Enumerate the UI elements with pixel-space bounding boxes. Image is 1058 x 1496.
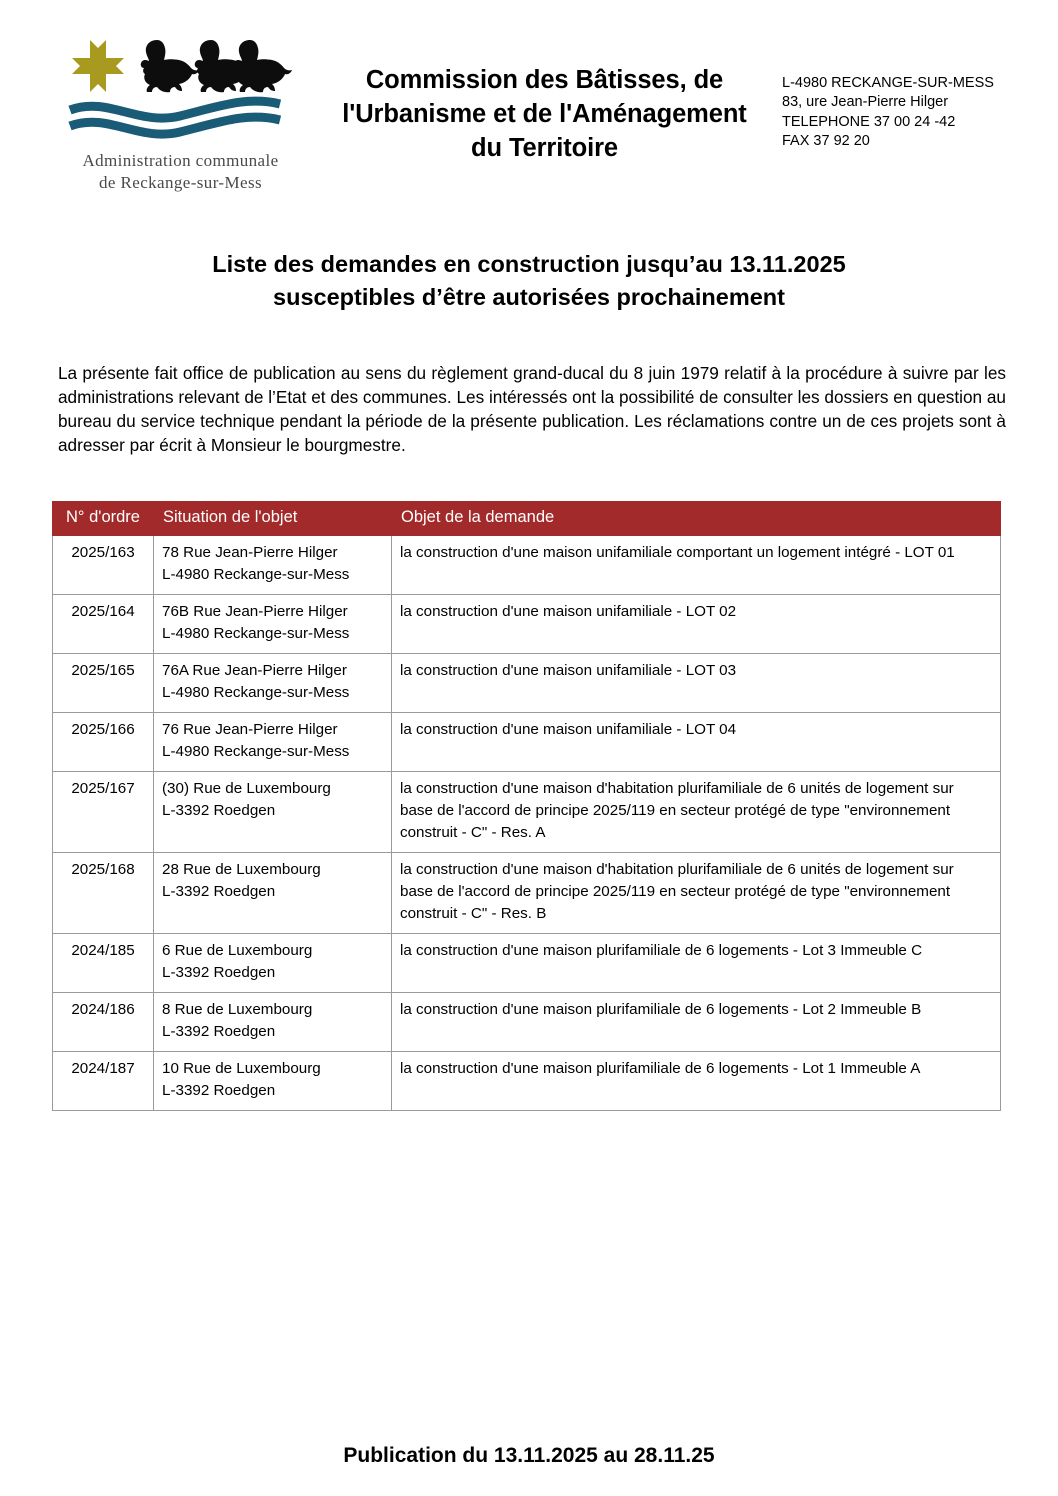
cell-order-number: 2025/168 <box>53 853 154 934</box>
cell-situation-locality: L-4980 Reckange-sur-Mess <box>162 624 350 642</box>
cell-objet: la construction d'une maison unifamiliale - LOT 04 <box>392 713 1001 772</box>
page-header <box>0 0 1058 200</box>
contact-telephone: TELEPHONE 37 00 24 -42 <box>782 113 956 130</box>
cell-order-number: 2024/186 <box>53 993 154 1052</box>
cell-situation-address: 76A Rue Jean-Pierre Hilger <box>162 661 347 679</box>
column-header-objet: Objet de la demande <box>392 502 1001 536</box>
cell-order-number: 2025/166 <box>53 713 154 772</box>
cell-situation <box>154 1052 392 1111</box>
table-row <box>53 653 1001 712</box>
cell-situation <box>154 934 392 993</box>
wave-glyph <box>70 101 280 134</box>
contact-street: 83, ure Jean-Pierre Hilger <box>782 94 949 111</box>
commission-title <box>313 20 782 166</box>
dossier-table-wrapper <box>52 501 1000 1111</box>
cell-situation-address: 8 Rue de Luxembourg <box>162 1001 313 1019</box>
table-row <box>53 713 1001 772</box>
dossier-table <box>52 501 1001 1111</box>
cell-situation <box>154 535 392 594</box>
logo-caption-line1: Administration communale <box>82 151 279 170</box>
table-body <box>53 535 1001 1111</box>
table-row <box>53 853 1001 934</box>
page-title-line1: Liste des demandes en construction jusqu’au 13.11.2025 <box>212 251 846 277</box>
cell-objet: la construction d'une maison unifamiliale - LOT 02 <box>392 594 1001 653</box>
table-header-row <box>53 502 1001 536</box>
cell-situation-locality: L-4980 Reckange-sur-Mess <box>162 743 350 761</box>
cell-situation-address: 78 Rue Jean-Pierre Hilger <box>162 543 338 561</box>
cross-glyph <box>72 40 124 92</box>
cell-situation <box>154 713 392 772</box>
swan-glyphs <box>141 40 292 92</box>
cell-order-number: 2024/185 <box>53 934 154 993</box>
contact-locality: L-4980 RECKANGE-SUR-MESS <box>782 75 994 91</box>
coat-of-arms-icon <box>68 34 293 144</box>
cell-situation <box>154 853 392 934</box>
cell-situation-address: 76 Rue Jean-Pierre Hilger <box>162 721 338 739</box>
cell-situation-address: 76B Rue Jean-Pierre Hilger <box>162 602 348 620</box>
page-title-line2: susceptibles d’être autorisées prochainement <box>273 284 785 311</box>
cell-order-number: 2024/187 <box>53 1052 154 1111</box>
table-row <box>53 993 1001 1052</box>
cell-situation-address: 28 Rue de Luxembourg <box>162 861 321 879</box>
cell-situation <box>154 993 392 1052</box>
cell-situation-locality: L-4980 Reckange-sur-Mess <box>162 683 350 701</box>
cell-objet: la construction d'une maison d'habitation plurifamiliale de 6 unités de logement sur base de l'accord de principe 2025/119 en secteur protégé de type "environnement construit - C" - Res. A <box>392 772 1001 853</box>
cell-situation <box>154 653 392 712</box>
commission-title-line1: Commission des Bâtisses, de <box>365 66 724 94</box>
table-row <box>53 1052 1001 1111</box>
column-header-order-number: N° d'ordre <box>53 502 154 536</box>
cell-objet: la construction d'une maison plurifamiliale de 6 logements - Lot 3 Immeuble C <box>392 934 1001 993</box>
contact-info <box>782 20 1010 151</box>
logo-caption <box>48 150 313 195</box>
cell-order-number: 2025/167 <box>53 772 154 853</box>
cell-situation-locality: L-3392 Roedgen <box>162 964 276 982</box>
column-header-situation: Situation de l'objet <box>154 502 392 536</box>
table-header <box>53 502 1001 536</box>
cell-order-number: 2025/163 <box>53 535 154 594</box>
cell-order-number: 2025/164 <box>53 594 154 653</box>
cell-situation <box>154 772 392 853</box>
cell-situation-address: 6 Rue de Luxembourg <box>162 942 313 960</box>
cell-objet: la construction d'une maison plurifamiliale de 6 logements - Lot 1 Immeuble A <box>392 1052 1001 1111</box>
cell-situation-locality: L-3392 Roedgen <box>162 883 276 901</box>
contact-fax: FAX 37 92 20 <box>782 132 870 149</box>
table-row <box>53 594 1001 653</box>
cell-situation-locality: L-4980 Reckange-sur-Mess <box>162 565 350 583</box>
commission-title-line3: du Territoire <box>471 133 618 162</box>
cell-objet: la construction d'une maison unifamiliale comportant un logement intégré - LOT 01 <box>392 535 1001 594</box>
table-row <box>53 535 1001 594</box>
cell-situation-locality: L-3392 Roedgen <box>162 1023 276 1041</box>
cell-situation-address: (30) Rue de Luxembourg <box>162 780 331 798</box>
table-row <box>53 934 1001 993</box>
cell-objet: la construction d'une maison unifamiliale - LOT 03 <box>392 653 1001 712</box>
cell-situation-address: 10 Rue de Luxembourg <box>162 1060 321 1078</box>
cell-objet: la construction d'une maison plurifamiliale de 6 logements - Lot 2 Immeuble B <box>392 993 1001 1052</box>
table-row <box>53 772 1001 853</box>
cell-situation-locality: L-3392 Roedgen <box>162 802 276 820</box>
intro-paragraph: La présente fait office de publication au sens du règlement grand-ducal du 8 juin 1979 relatif à la procédure à suivre par les administrations relevant de l’Etat et des communes. Les intéressés ont la possibilité de consulter les dossiers en question au bureau du service technique pendant la période de la présente publication. Les réclamations contre un de ces projets sont à adresser par écrit à Monsieur le bourgmestre. <box>58 362 1006 455</box>
cell-objet: la construction d'une maison d'habitation plurifamiliale de 6 unités de logement sur base de l'accord de principe 2025/119 en secteur protégé de type "environnement construit - C" - Res. B <box>392 853 1001 934</box>
logo-caption-line2: de Reckange-sur-Mess <box>99 173 262 193</box>
cell-order-number: 2025/165 <box>53 653 154 712</box>
cell-situation-locality: L-3392 Roedgen <box>162 1082 276 1100</box>
publication-footer: Publication du 13.11.2025 au 28.11.25 <box>343 1444 715 1467</box>
commission-title-line2: l'Urbanisme et de l'Aménagement <box>342 99 747 128</box>
page-title <box>0 248 1058 315</box>
municipal-logo <box>48 20 313 195</box>
cell-situation <box>154 594 392 653</box>
